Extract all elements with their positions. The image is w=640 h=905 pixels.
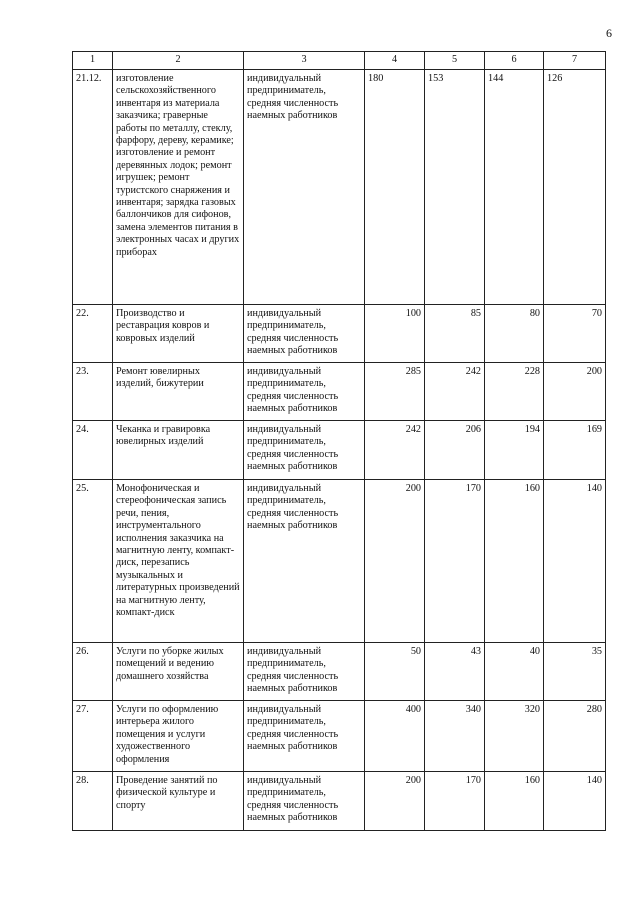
row-value-6: 228 <box>485 363 544 421</box>
row-value-5: 340 <box>425 701 485 772</box>
header-row <box>73 52 606 70</box>
table-row <box>73 772 606 831</box>
table-row <box>73 363 606 421</box>
table-row <box>73 70 606 305</box>
row-value-4: 285 <box>365 363 425 421</box>
rates-table <box>72 51 606 831</box>
page-number: 6 <box>606 26 612 40</box>
header-cell-7: 7 <box>544 52 606 70</box>
row-value-6: 194 <box>485 421 544 480</box>
table-row <box>73 305 606 363</box>
row-category: индивидуальный предприниматель, средняя численность наемных работников <box>244 363 365 421</box>
row-code: 22. <box>73 305 113 363</box>
header-cell-1: 1 <box>73 52 113 70</box>
row-value-6: 80 <box>485 305 544 363</box>
row-category: индивидуальный предприниматель, средняя численность наемных работников <box>244 701 365 772</box>
row-value-4: 200 <box>365 480 425 643</box>
row-value-5: 170 <box>425 480 485 643</box>
row-value-6: 320 <box>485 701 544 772</box>
row-value-6: 144 <box>485 70 544 305</box>
header-cell-5: 5 <box>425 52 485 70</box>
row-category: индивидуальный предприниматель, средняя численность наемных работников <box>244 305 365 363</box>
table-row <box>73 421 606 480</box>
row-service: Услуги по уборке жилых помещений и ведению домашнего хозяйства <box>113 643 244 701</box>
row-code: 28. <box>73 772 113 831</box>
row-value-6: 160 <box>485 480 544 643</box>
row-value-4: 242 <box>365 421 425 480</box>
header-cell-3: 3 <box>244 52 365 70</box>
row-value-4: 180 <box>365 70 425 305</box>
row-value-7: 280 <box>544 701 606 772</box>
row-value-5: 85 <box>425 305 485 363</box>
row-value-5: 170 <box>425 772 485 831</box>
row-value-7: 126 <box>544 70 606 305</box>
row-code: 25. <box>73 480 113 643</box>
row-category: индивидуальный предприниматель, средняя численность наемных работников <box>244 480 365 643</box>
row-value-4: 400 <box>365 701 425 772</box>
table-row <box>73 480 606 643</box>
row-value-7: 35 <box>544 643 606 701</box>
header-cell-4: 4 <box>365 52 425 70</box>
row-value-7: 140 <box>544 480 606 643</box>
row-service: Монофоническая и стереофоническая запись речи, пения, инструментального исполнения заказчика на магнитную ленту, компакт-диск, перезапись музыкальных и литературных произведений на магнитную ленту, компакт-диск <box>113 480 244 643</box>
row-value-5: 153 <box>425 70 485 305</box>
row-value-6: 160 <box>485 772 544 831</box>
row-value-5: 43 <box>425 643 485 701</box>
row-value-7: 140 <box>544 772 606 831</box>
row-service: изготовление сельскохозяйственного инвентаря из материала заказчика; граверные работы по металлу, стеклу, фарфору, дереву, керамике; изготовление и ремонт деревянных лодок; ремонт игрушек; ремонт туристского снаряжения и инвентаря; зарядка газовых баллончиков для сифонов, замена элементов питания в электронных часах и других приборах <box>113 70 244 305</box>
row-value-7: 70 <box>544 305 606 363</box>
row-service: Ремонт ювелирных изделий, бижутерии <box>113 363 244 421</box>
row-value-4: 100 <box>365 305 425 363</box>
header-cell-2: 2 <box>113 52 244 70</box>
table-row <box>73 643 606 701</box>
row-value-5: 206 <box>425 421 485 480</box>
header-cell-6: 6 <box>485 52 544 70</box>
row-category: индивидуальный предприниматель, средняя численность наемных работников <box>244 772 365 831</box>
row-code: 26. <box>73 643 113 701</box>
row-value-4: 200 <box>365 772 425 831</box>
row-code: 21.12. <box>73 70 113 305</box>
table-row <box>73 701 606 772</box>
row-category: индивидуальный предприниматель, средняя численность наемных работников <box>244 70 365 305</box>
row-value-7: 200 <box>544 363 606 421</box>
row-value-5: 242 <box>425 363 485 421</box>
row-category: индивидуальный предприниматель, средняя численность наемных работников <box>244 643 365 701</box>
row-service: Производство и реставрация ковров и ковровых изделий <box>113 305 244 363</box>
row-value-4: 50 <box>365 643 425 701</box>
row-service: Чеканка и гравировка ювелирных изделий <box>113 421 244 480</box>
row-code: 24. <box>73 421 113 480</box>
row-service: Проведение занятий по физической культуре и спорту <box>113 772 244 831</box>
row-service: Услуги по оформлению интерьера жилого помещения и услуги художественного оформления <box>113 701 244 772</box>
row-code: 27. <box>73 701 113 772</box>
row-value-6: 40 <box>485 643 544 701</box>
row-category: индивидуальный предприниматель, средняя численность наемных работников <box>244 421 365 480</box>
row-code: 23. <box>73 363 113 421</box>
row-value-7: 169 <box>544 421 606 480</box>
